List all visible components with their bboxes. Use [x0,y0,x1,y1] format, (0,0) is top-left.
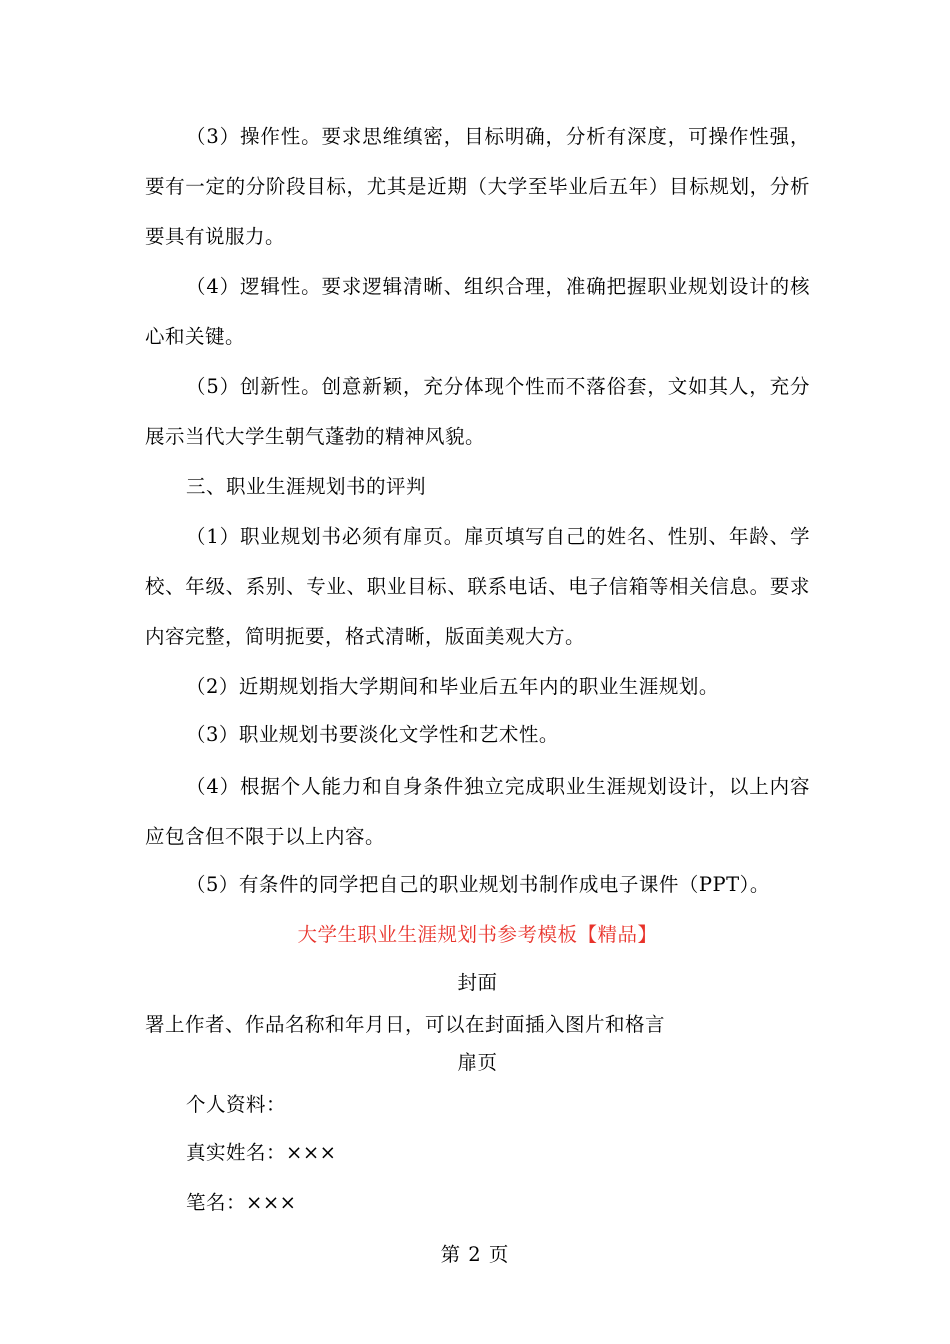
cover-note: 署上作者、作品名称和年月日，可以在封面插入图片和格言 [145,1013,666,1036]
evaluation-item-3: （3）职业规划书要淡化文学性和艺术性。 [186,723,559,746]
pen-name-field: 笔名：××× [186,1191,297,1214]
evaluation-item-2: （2）近期规划指大学期间和毕业后五年内的职业生涯规划。 [186,675,719,698]
cover-heading: 封面 [457,971,498,994]
evaluation-item-5: （5）有条件的同学把自己的职业规划书制作成电子课件（PPT）。 [186,873,770,896]
paragraph-operability: （3）操作性。要求思维缜密，目标明确，分析有深度，可操作性强，要有一定的分阶段目标，尤其是近期（大学至毕业后五年）目标规划，分析要具有说服力。 [145,125,810,248]
flyleaf-heading: 扉页 [457,1051,498,1074]
evaluation-item-1: （1）职业规划书必须有扉页。扉页填写自己的姓名、性别、年龄、学校、年级、系别、专业、职业目标、联系电话、电子信箱等相关信息。要求内容完整，简明扼要，格式清晰，版面美观大方。 [145,525,810,648]
template-title: 大学生职业生涯规划书参考模板【精品】 [297,923,658,946]
page-number: 第 2 页 [440,1243,510,1266]
section-heading-evaluation: 三、职业生涯规划书的评判 [186,475,427,498]
evaluation-item-4: （4）根据个人能力和自身条件独立完成职业生涯规划设计，以上内容应包含但不限于以上内容。 [145,775,810,848]
real-name-field: 真实姓名：××× [186,1141,337,1164]
personal-info-label: 个人资料： [186,1093,287,1116]
paragraph-innovation: （5）创新性。创意新颖，充分体现个性而不落俗套，文如其人，充分展示当代大学生朝气蓬勃的精神风貌。 [145,375,810,448]
paragraph-logic: （4）逻辑性。要求逻辑清晰、组织合理，准确把握职业规划设计的核心和关键。 [145,275,810,348]
